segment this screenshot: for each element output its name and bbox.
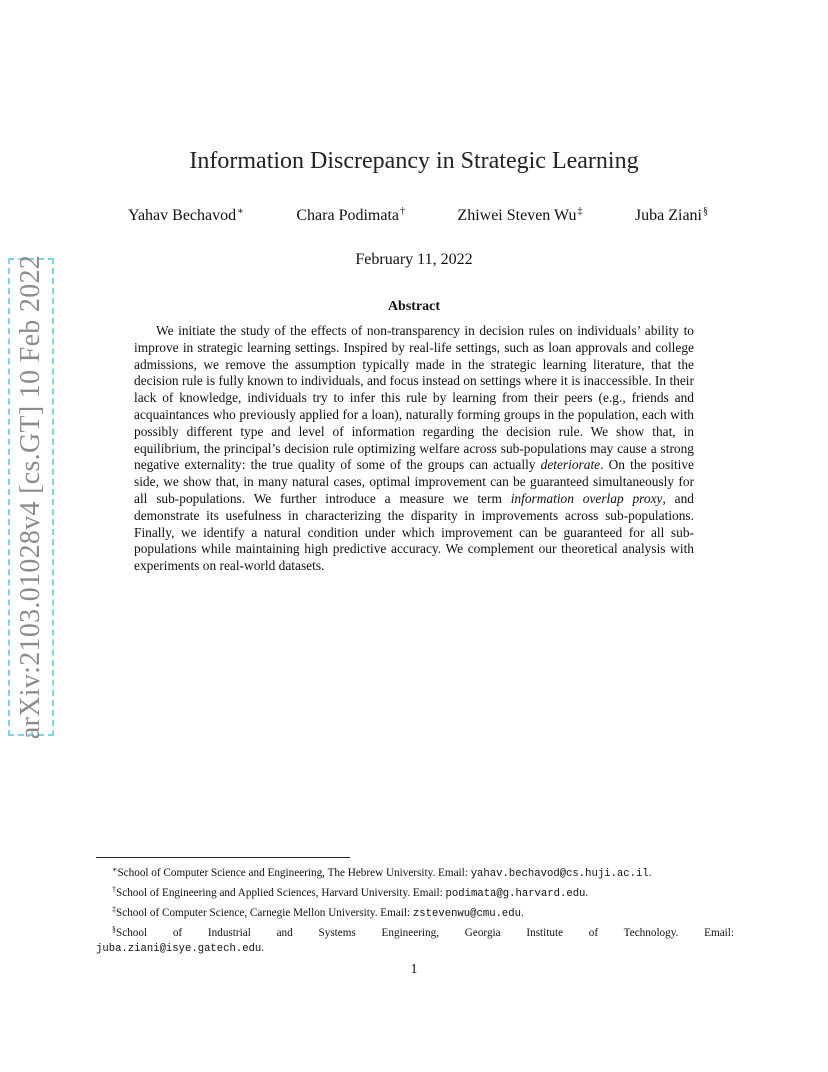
footnotes <box>96 862 734 957</box>
footnote: §School of Industrial and Systems Engineering, Georgia Institute of Technology. Email: <box>112 925 734 939</box>
footnote: ∗School of Computer Science and Engineering, The Hebrew University. Email: yahav.bechavod@cs.huji.ac.il. <box>112 865 652 880</box>
email-link[interactable]: podimata@g.harvard.edu <box>445 888 586 900</box>
author: Yahav Bechavod∗ <box>128 206 244 224</box>
author: Juba Ziani§ <box>634 206 708 224</box>
emphasis: information overlap proxy <box>510 490 663 506</box>
email-link[interactable]: zstevenwu@cmu.edu <box>412 908 521 920</box>
arxiv-identifier: arXiv:2103.01028v4 [cs.GT] 10 Feb 2022 <box>15 254 46 740</box>
paper-date: February 11, 2022 <box>355 251 473 268</box>
paper-title: Information Discrepancy in Strategic Learning <box>189 148 639 174</box>
author: Zhiwei Steven Wu‡ <box>457 206 583 224</box>
abstract-text: We initiate the study of the effects of non-transparency in decision rules on individuals’ ability to improve in strategic learning settings. Inspired by real-life settings, such as loan approvals and college admissions, we remove the assumption typically made in the strategic learning literature, that the decision rule is fully known to individuals, and focus instead on settings where it is inaccessible. In their lack of knowledge, individuals try to infer this rule by learning from their peers (e.g., friends and acquaintances who previously applied for a loan), naturally forming groups in the population, each with possibly different type and level of information regarding the decision rule. We show that, in equilibrium, the principal’s decision rule optimizing welfare across sub-populations may cause a strong negative externality: the true quality of some of the groups can actually deteriorate. On the positive side, we show that, in many natural cases, optimal improvement can be guaranteed simultaneously for all sub-populations. We further introduce a measure we term information overlap proxy, and demonstrate its usefulness in characterizing the disparity in improvements across sub-populations. Finally, we identify a natural condition under which improvement can be guaranteed for all sub-populations while maintaining high predictive accuracy. We complement our theoretical analysis with experiments on real-world datasets. <box>134 323 694 574</box>
footnote-rule <box>96 857 350 858</box>
page-number: 1 <box>410 962 418 977</box>
footnote: ‡School of Computer Science, Carnegie Mellon University. Email: zstevenwu@cmu.edu. <box>112 905 524 920</box>
email-link[interactable]: yahav.bechavod@cs.huji.ac.il <box>470 868 649 880</box>
footnote-continuation: juba.ziani@isye.gatech.edu. <box>96 942 265 955</box>
author: Chara Podimata† <box>296 206 405 224</box>
footnote: †School of Engineering and Applied Sciences, Harvard University. Email: podimata@g.harvard.edu. <box>112 885 589 900</box>
email-link[interactable]: juba.ziani@isye.gatech.edu <box>96 943 262 955</box>
emphasis: deteriorate <box>540 457 601 473</box>
abstract-heading: Abstract <box>387 299 441 314</box>
author-list <box>128 206 708 225</box>
